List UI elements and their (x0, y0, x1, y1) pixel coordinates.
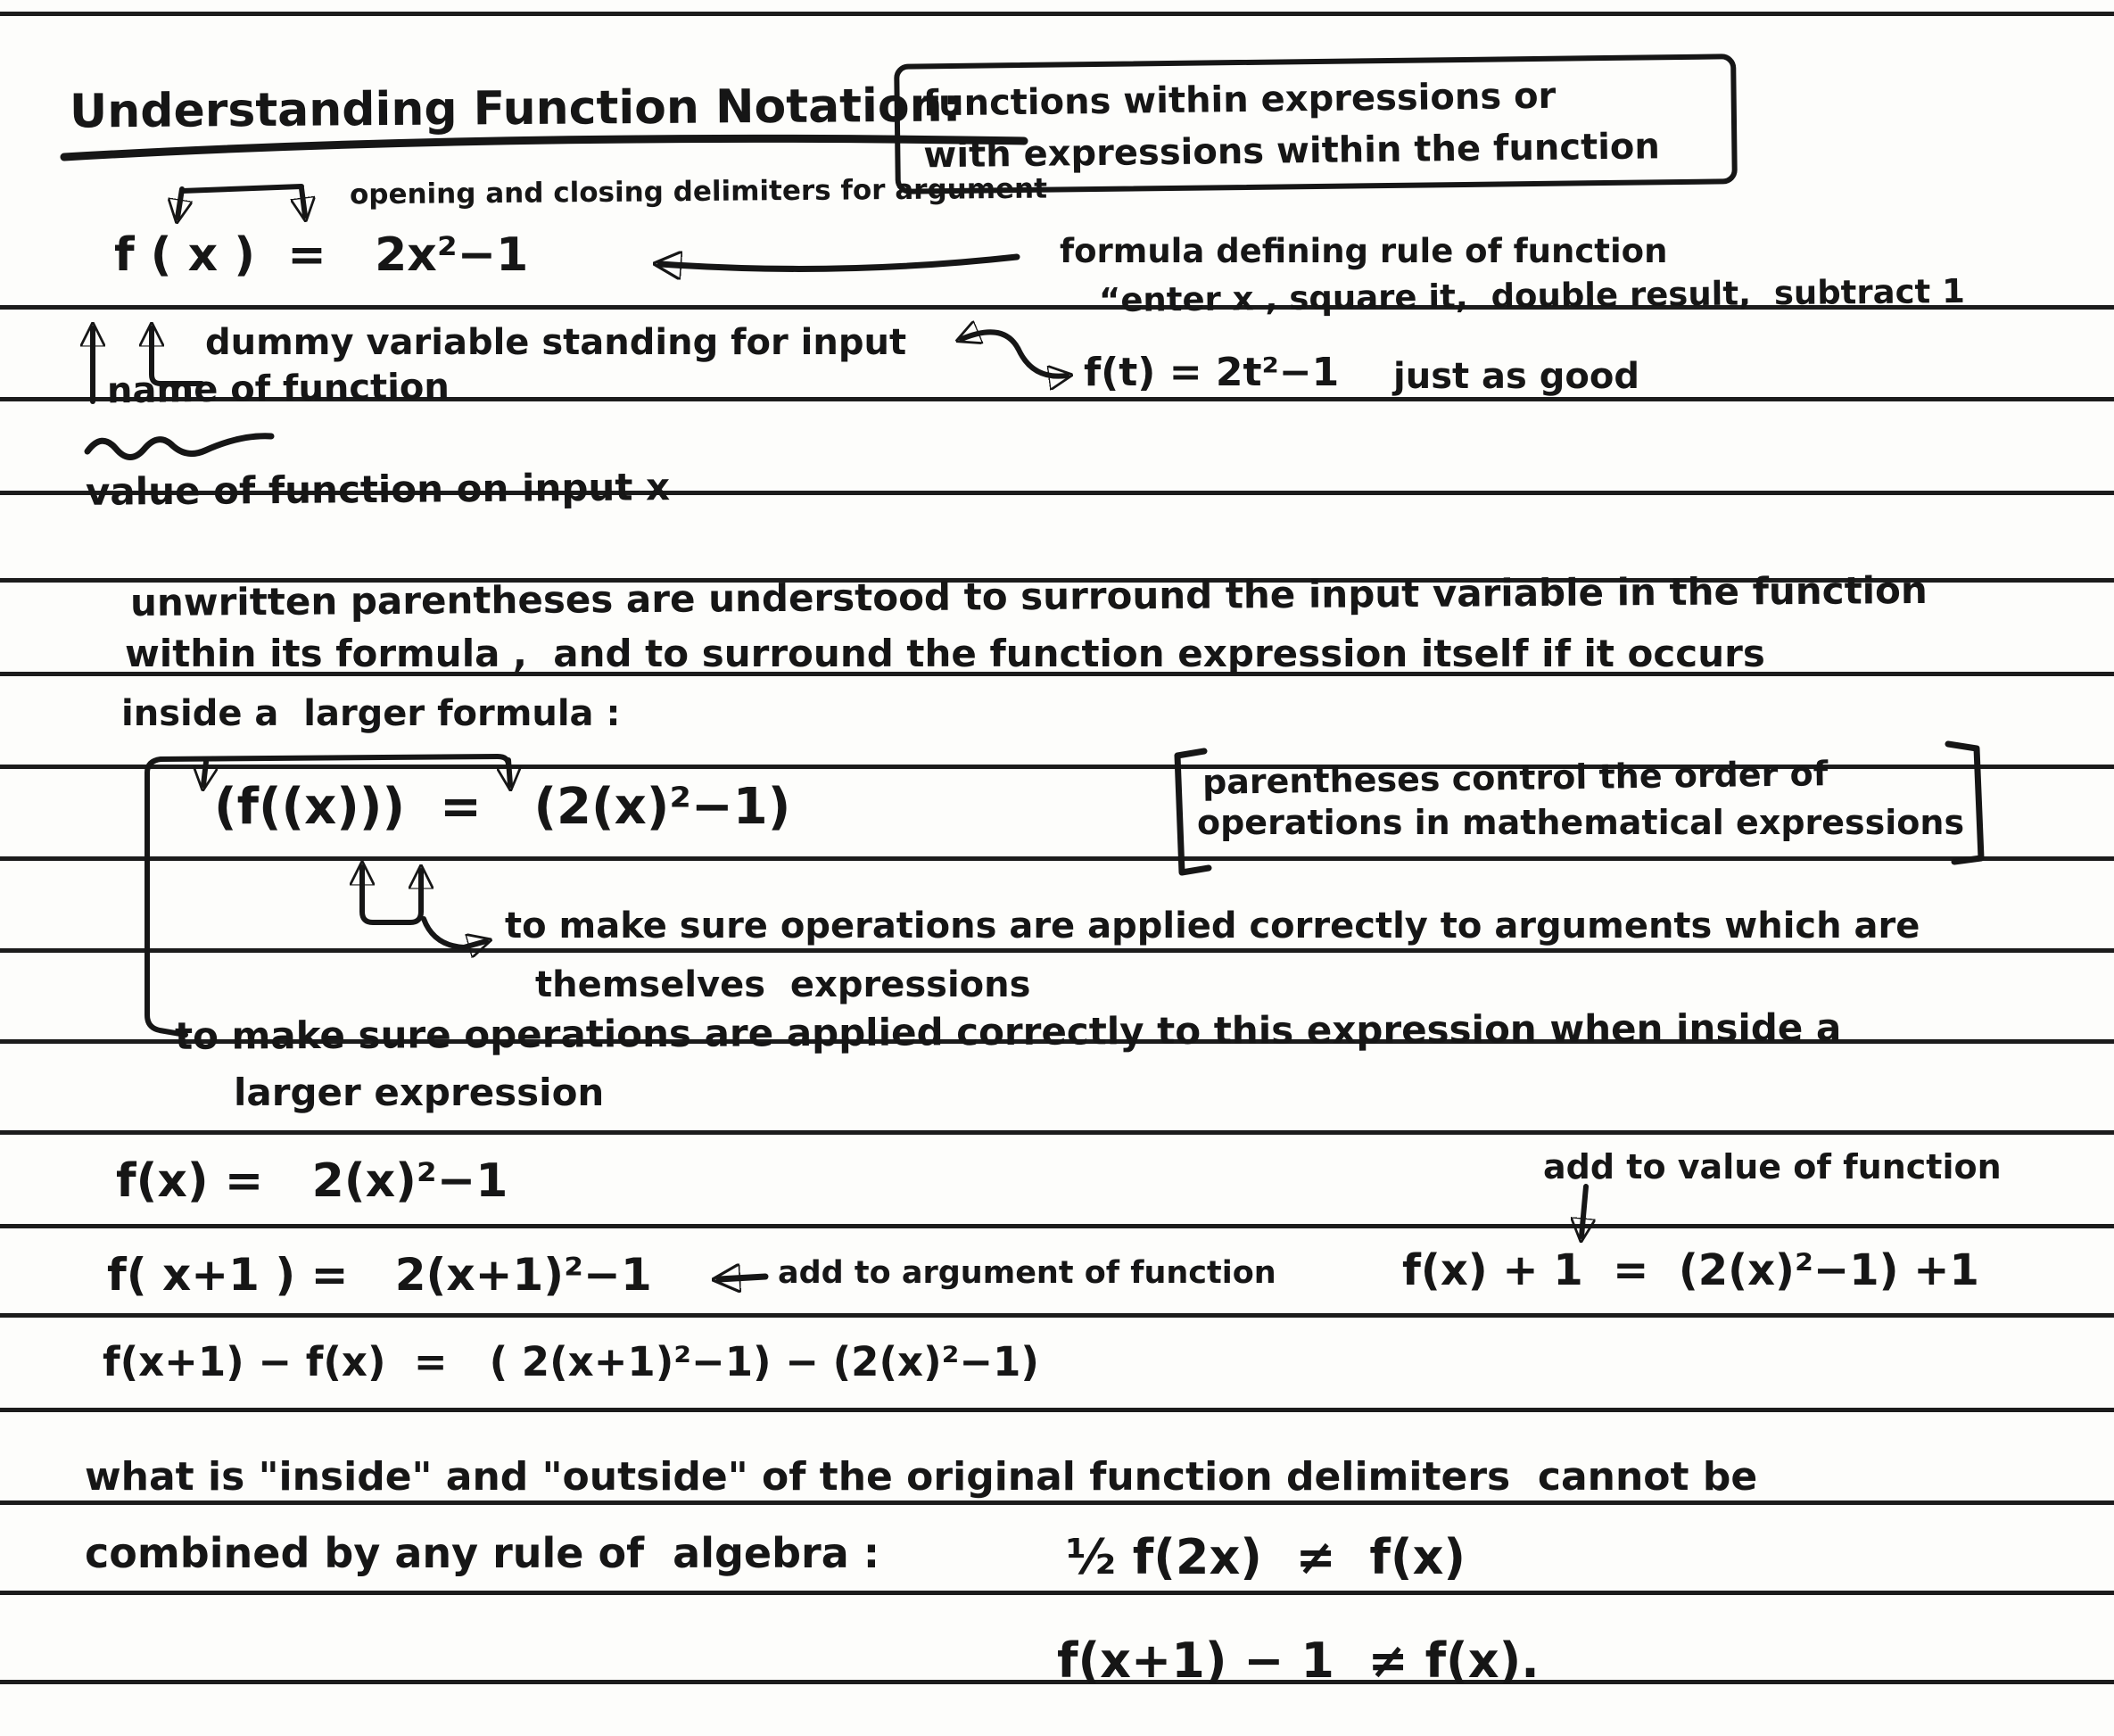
just-as-good-s-arrow (962, 332, 1067, 376)
example-eq3: f(x) + 1 = (2(x)²−1) +1 (1402, 1245, 1979, 1295)
paren-side-note-line1: parentheses control the order of (1202, 754, 1829, 802)
main-equation: f ( x ) = 2x²−1 (114, 228, 529, 282)
ruled-line (0, 856, 2114, 861)
add-to-argument-annotation: add to argument of function (778, 1255, 1276, 1291)
add-to-value-annotation: add to value of function (1543, 1147, 2002, 1186)
example-eq4: f(x+1) − f(x) = ( 2(x+1)²−1) − (2(x)²−1) (103, 1338, 1039, 1385)
rule-quote-annotation: “enter x , square it, double result, subtract 1 (1098, 271, 1966, 320)
paragraph-line1: unwritten parentheses are understood to surround the input variable in the function (129, 567, 1928, 625)
ruled-line (0, 948, 2114, 953)
inner-paren-bracket-connector (362, 867, 486, 947)
paren-equation: (f((x))) = (2(x)²−1) (214, 778, 791, 836)
ruled-line (0, 1224, 2114, 1228)
value-of-function-wavy-brace (87, 436, 271, 458)
opening-closing-arrows (178, 186, 305, 218)
side-note-line2: with expressions within the function (923, 126, 1661, 177)
ruled-line (0, 1591, 2114, 1595)
add-to-argument-arrow (719, 1277, 765, 1279)
delimiters-annotation: opening and closing delimiters for argument (349, 172, 1048, 211)
dummy-variable-annotation: dummy variable standing for input (205, 322, 907, 363)
ruled-line (0, 1130, 2114, 1135)
example-eq1: f(x) = 2(x)²−1 (116, 1154, 508, 1208)
args-note-line1: to make sure operations are applied correctly to arguments which are (505, 905, 1920, 947)
paragraph-line3: inside a larger formula : (121, 693, 621, 734)
alt-equation: f(t) = 2t²−1 (1084, 350, 1340, 395)
side-note-line1: functions within expressions or (922, 75, 1557, 125)
ruled-line (0, 12, 2114, 16)
title-underline-stroke (64, 138, 1024, 157)
expr-note-line2: larger expression (234, 1071, 605, 1114)
alt-equation-note: just as good (1393, 356, 1639, 397)
inequality-1: ½ f(2x) ≠ f(x) (1066, 1529, 1466, 1585)
page-title: Understanding Function Notation: (69, 79, 962, 139)
ruled-line (0, 1408, 2114, 1412)
formula-rule-arrow (660, 257, 1017, 269)
ruled-line (0, 1313, 2114, 1318)
formula-rule-annotation: formula defining rule of function (1060, 232, 1668, 270)
closing-line1: what is "inside" and "outside" of the original function delimiters cannot be (85, 1454, 1758, 1500)
args-note-line2: themselves expressions (535, 964, 1031, 1005)
ruled-line (0, 1500, 2114, 1505)
example-eq2: f( x+1 ) = 2(x+1)²−1 (107, 1249, 652, 1301)
value-of-function-annotation: value of function on input x (85, 465, 671, 514)
name-of-function-annotation: name of function (106, 366, 450, 412)
paragraph-line2: within its formula , and to surround the function expression itself if it occurs (125, 632, 1765, 675)
add-to-value-arrow (1581, 1186, 1586, 1236)
inequality-2: f(x+1) − 1 ≠ f(x). (1057, 1633, 1540, 1689)
closing-line2: combined by any rule of algebra : (85, 1529, 880, 1577)
expr-note-line1: to make sure operations are applied correctly to this expression when inside a (174, 1005, 1842, 1058)
paren-side-note-line2: operations in mathematical expressions (1197, 803, 1965, 842)
